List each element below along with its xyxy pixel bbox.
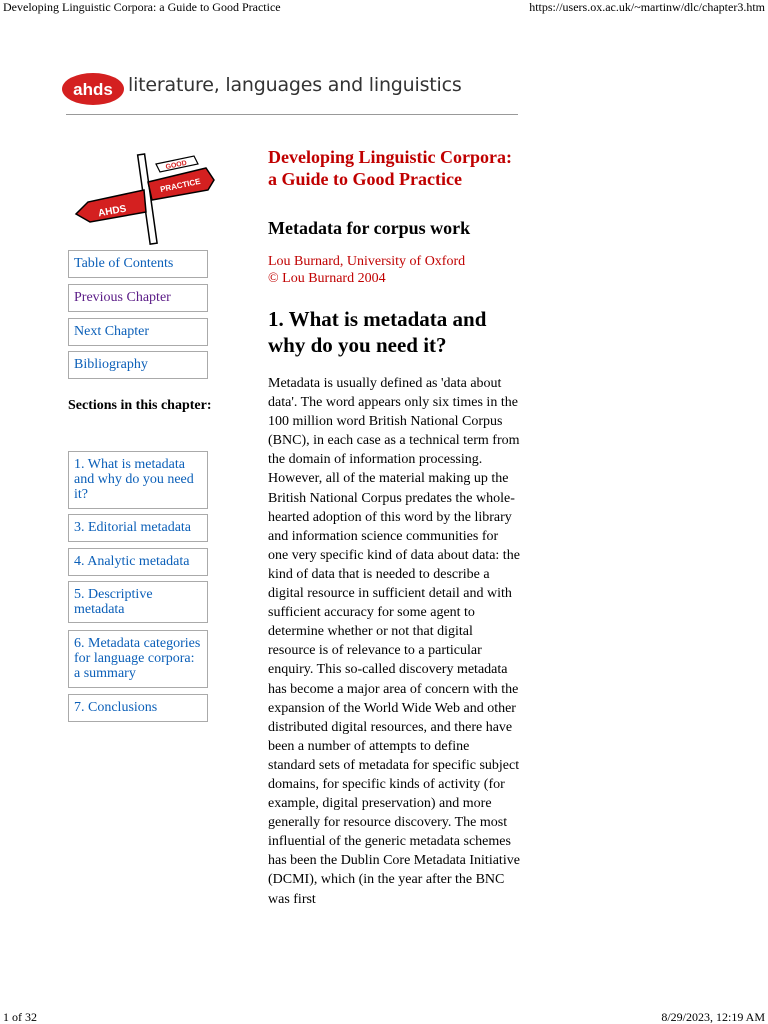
document-title-line1: Developing Linguistic Corpora: (268, 147, 513, 167)
section-link-what-is-metadata[interactable] (68, 451, 208, 509)
nav-link-label[interactable]: Next Chapter (74, 324, 150, 339)
section-link-analytic-metadata[interactable] (68, 548, 208, 576)
print-footer (0, 1010, 768, 1024)
print-header-url: https://users.ox.ac.uk/~martinw/dlc/chapter3.htm (529, 0, 765, 14)
nav-previous-chapter[interactable] (68, 284, 208, 312)
document-subtitle: Metadata for corpus work (268, 218, 471, 238)
signpost-practice-text: PRACTICE (159, 176, 202, 195)
page-counter: 1 of 32 (3, 1010, 37, 1024)
print-header-title: Developing Linguistic Corpora: a Guide to Good Practice (3, 0, 281, 14)
section-link-label[interactable]: 3. Editorial metadata (74, 520, 192, 535)
section-link-label[interactable]: 1. What is metadata and why do you need it? (74, 457, 194, 502)
section-link-label[interactable]: 5. Descriptive metadata (74, 587, 153, 617)
author: Lou Burnard, University of Oxford (268, 254, 466, 269)
banner-tagline: literature, languages and linguistics (128, 74, 462, 96)
signpost-icon (68, 150, 218, 246)
section-heading: 1. What is metadata and why do you need it? (268, 307, 487, 357)
nav-table-of-contents[interactable] (68, 250, 208, 278)
nav-link-label[interactable]: Bibliography (74, 357, 148, 372)
section-link-editorial-metadata[interactable] (68, 514, 208, 542)
sections-heading: Sections in this chapter: (68, 398, 212, 413)
section-link-conclusions[interactable] (68, 694, 208, 722)
print-header (0, 0, 768, 16)
byline (268, 253, 520, 287)
site-banner (62, 68, 522, 110)
document-title (268, 146, 520, 190)
nav-bibliography[interactable] (68, 351, 208, 379)
print-timestamp: 8/29/2023, 12:19 AM (661, 1010, 765, 1024)
nav-link-label[interactable]: Previous Chapter (74, 290, 171, 305)
signpost-ahds-text: AHDS (97, 203, 128, 220)
banner-divider (66, 114, 518, 115)
body-paragraph: Metadata is usually defined as 'data about data'. The word appears only six times in the 100 million word British National Corpus (BNC), in each case as a technical term from the domain of information processing. However, all of the material making up the British National Corpus predates the whole-hearted adoption of this word by the library and information science communities for one very specific kind of data about data: the kind of data that is needed to describe a digital resource in sufficient detail and with sufficient accuracy for some agent to determine whether or not that digital resource is of relevance to a particular enquiry. This so-called discovery metadata has become a major area of concern with the expansion of the World Wide Web and other distributed digital resources, and there have been a number of attempts to define standard sets of metadata for specific subject domains, for specific kinds of activity (for example, digital preservation) and more generally for resource discovery. The most influential of the generic metadata schemes has been the Dublin Core Metadata Initiative (DCMI), which (in the year after the BNC was first (268, 376, 520, 907)
section-link-label[interactable]: 6. Metadata categories for language corpora: a summary (74, 636, 201, 681)
ahds-logo-icon[interactable] (62, 70, 128, 108)
section-link-metadata-categories[interactable] (68, 630, 208, 688)
nav-next-chapter[interactable] (68, 318, 208, 346)
section-link-label[interactable]: 4. Analytic metadata (74, 554, 190, 569)
document-title-line2: a Guide to Good Practice (268, 169, 462, 189)
nav-link-label[interactable]: Table of Contents (74, 256, 174, 271)
signpost-good-text: GOOD (165, 159, 188, 172)
copyright: © Lou Burnard 2004 (268, 271, 386, 286)
ahds-logo-text: ahds (73, 80, 113, 99)
section-link-label[interactable]: 7. Conclusions (74, 700, 158, 715)
section-link-descriptive-metadata[interactable] (68, 581, 208, 623)
